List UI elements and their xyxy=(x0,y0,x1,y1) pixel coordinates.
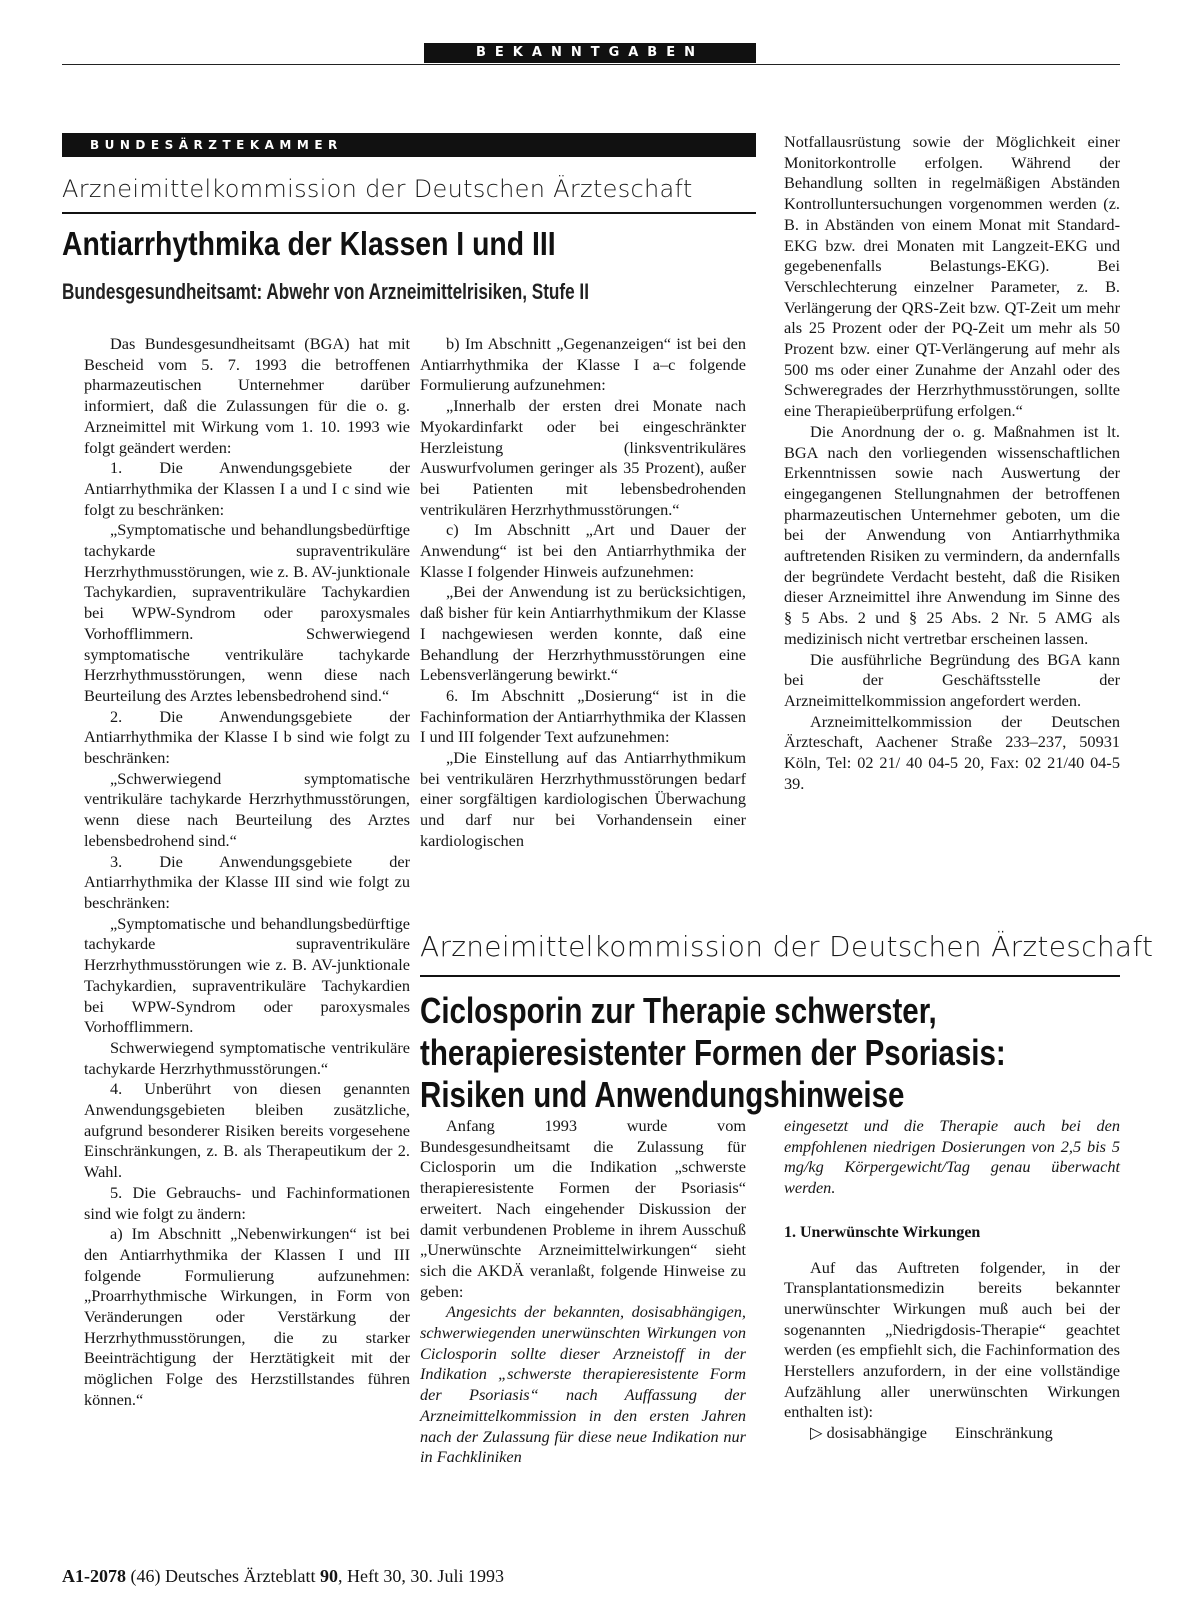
quote-paragraph: „Symptomatische und behandlungsbedürftige tachykarde supraventrikuläre Herzrhythmusstörungen, wie z. B. AV-junktionale Tachykardien, supraventrikuläre Tachykardien bei WPW-Syndrom oder paroxysmales Vorhofflimmern. Schwerwiegend symptomatische ventrikuläre tachykarde Herzrhythmusstörungen, wenn diese nach Beurteilung des Arztes lebensbedrohend sind.“ xyxy=(84,520,410,705)
headline-line: Risiken und Anwendungshinweise xyxy=(420,1074,905,1115)
article-headline xyxy=(420,990,1101,1116)
article-column-3 xyxy=(784,132,1120,795)
paragraph: 4. Unberührt von diesen genannten Anwendungsgebieten bleiben zusätzliche, aufgrund besonderer Risiken bereits vorgesehene Einschränkungen, z. B. als Therapeutikum der 2. Wahl. xyxy=(84,1079,410,1182)
quote-paragraph: „Schwerwiegend symptomatische ventrikuläre tachykarde Herzrhythmusstörungen, wenn diese nach Beurteilung des Arztes lebensbedrohend sind.“ xyxy=(84,768,410,850)
issue-date: , Heft 30, 30. Juli 1993 xyxy=(337,1566,504,1586)
journal-name: Deutsches Ärzteblatt xyxy=(165,1566,316,1586)
subsection-heading: 1. Unerwünschte Wirkungen xyxy=(784,1223,981,1241)
journal-volume: 90 xyxy=(319,1566,338,1586)
article-column-5 xyxy=(784,1116,1120,1444)
paragraph: Das Bundesgesundheitsamt (BGA) hat mit Bescheid vom 5. 7. 1993 die betroffenen pharmazeutischen Unternehmer darüber informiert, daß die Zulassungen für die o. g. Arzneimittel mit Wirkung vom 1. 10. 1993 wie folgt geändert werden: xyxy=(84,334,410,457)
contact-paragraph: Arzneimittelkommission der Deutschen Ärzteschaft, Aachener Straße 233–237, 50931 Köln, Tel: 02 21/ 40 04-5 20, Fax: 02 21/40 04-5 39. xyxy=(784,711,1120,793)
page-code: A1-2078 xyxy=(62,1566,126,1586)
paragraph: Auf das Auftreten folgender, in der Transplantationsmedizin bereits bekannter unerwünschter Wirkungen muß auch bei der sogenannten „Niedrigdosis-Therapie“ geachtet werden (es empfiehlt sich, die Fachinformation des Herstellers anzufordern, in der eine vollständige Aufzählung aller unerwünschten Wirkungen enthalten ist): xyxy=(784,1257,1120,1422)
paragraph: Notfallausrüstung sowie der Möglichkeit einer Monitorkontrolle erfolgen. Während der Behandlung sollten in regelmäßigen Abständen Kontrolluntersuchungen vorgenommen werden (z. B. in Abständen von einem Monat mit Standard-EKG bzw. drei Monaten mit Langzeit-EKG und gegebenenfalls Belastungs-EKG). Bei Verschlechterung einzelner Parameter, z. B. Verlängerung der QRS-Zeit bzw. QT-Zeit um mehr als 25 Prozent oder der PQ-Zeit um mehr als 50 Prozent bzw. einer QT-Verlängerung auf mehr als 500 ms oder einer Zunahme der Anzahl oder des Schweregrades der Herzrhythmusstörungen, sollte eine Therapieüberprüfung erfolgen.“ xyxy=(784,132,1120,421)
paragraph: Schwerwiegend symptomatische ventrikuläre tachykarde Herzrhythmusstörungen.“ xyxy=(84,1037,410,1078)
article-subhead: Bundesgesundheitsamt: Abwehr von Arzneimittelrisiken, Stufe II xyxy=(62,279,589,304)
paragraph: c) Im Abschnitt „Art und Dauer der Anwendung“ ist bei den Antiarrhythmika der Klasse I folgender Hinweis aufzunehmen: xyxy=(420,520,746,581)
paragraph: 6. Im Abschnitt „Dosierung“ ist in die Fachinformation der Antiarrhythmika der Klassen I und III folgender Text aufzunehmen: xyxy=(420,685,746,747)
header-rule xyxy=(62,64,1120,65)
paragraph: 1. Die Anwendungsgebiete der Antiarrhythmika der Klassen I a und I c sind wie folgt zu beschränken: xyxy=(84,458,410,519)
kicker-rule xyxy=(62,212,756,214)
paragraph: 3. Die Anwendungsgebiete der Antiarrhythmika der Klasse III sind wie folgt zu beschränken: xyxy=(84,851,410,912)
quote-paragraph: „Bei der Anwendung ist zu berücksichtigen, daß bisher für kein Antiarrhythmikum der Klasse I nachgewiesen werden konnte, daß eine Behandlung der Herzrhythmusstörungen eine Lebensverlängerung bewirkt.“ xyxy=(420,582,746,685)
article-kicker: Arzneimittelkommission der Deutschen Ärzteschaft xyxy=(62,175,693,203)
org-label: BUNDESÄRZTEKAMMER xyxy=(90,138,343,152)
quote-paragraph: „Symptomatische und behandlungsbedürftige tachykarde supraventrikuläre Herzrhythmusstörungen wie z. B. AV-junktionale Tachykardien, supraventrikuläre Tachykardien bei WPW-Syndrom oder paroxysmales Vorhofflimmern. xyxy=(84,913,410,1037)
article-kicker: Arzneimittelkommission der Deutschen Ärzteschaft xyxy=(420,930,1154,963)
kicker-rule xyxy=(420,975,1120,977)
article-column-2 xyxy=(420,334,746,852)
article-column-1 xyxy=(84,334,410,1411)
bullet-text: dosisabhängige Einschränkung xyxy=(826,1423,1053,1443)
italic-paragraph: Angesichts der bekannten, dosisabhängigen, schwerwiegenden unerwünschten Wirkungen von Ciclosporin sollte dieser Arzneistoff in der Indikation „schwerste therapieresistente Form der Psoriasis“ nach Auffassung der Arzneimittelkommission in den ersten Jahren nach der Zulassung für diese neue Indikation nur in Fachkliniken xyxy=(420,1302,746,1467)
paragraph: Anfang 1993 wurde vom Bundesgesundheitsamt die Zulassung für Ciclosporin um die Indikation „schwerste therapieresistente Formen der Psoriasis“ erweitert. Nach eingehender Diskussion der damit verbundenen Probleme in ihrem Ausschuß „Unerwünschte Arzneimittelwirkungen“ sieht sich die AKDÄ veranlaßt, folgende Hinweise zu geben: xyxy=(420,1116,746,1301)
paragraph: a) Im Abschnitt „Nebenwirkungen“ ist bei den Antiarrhythmika der Klassen I und III folgende Formulierung aufzunehmen: „Proarrhythmische Wirkungen, in Form von Veränderungen oder Verstärkung der Herzrhythmusstörungen, die zu starker Beeinträchtigung der Herztätigkeit mit der möglichen Folge des Herzstillstandes führen können.“ xyxy=(84,1224,410,1409)
paragraph: Die Anordnung der o. g. Maßnahmen ist lt. BGA nach den vorliegenden wissenschaftlichen Erkenntnissen sowie nach Auswertung der eingegangenen Stellungnahmen der betroffenen pharmazeutischen Unternehmer geboten, um die bei der Anwendung von Antiarrhythmika auftretenden Risiken zu vermindern, da andernfalls der begründete Verdacht besteht, daß die Risiken dieser Arzneimittel ihre Anwendung im Sinne des § 5 Abs. 2 und § 25 Abs. 2 Nr. 5 AMG als medizinisch nicht vertretbar erscheinen lassen. xyxy=(784,421,1120,648)
page-number: (46) xyxy=(130,1566,161,1586)
article-headline: Antiarrhythmika der Klassen I und III xyxy=(62,225,556,262)
org-label-bar xyxy=(62,133,756,157)
paragraph: Die ausführliche Begründung des BGA kann bei der Geschäftsstelle der Arzneimittelkommission angefordert werden. xyxy=(784,649,1120,710)
quote-paragraph: „Innerhalb der ersten drei Monate nach Myokardinfarkt oder bei eingeschränkter Herzleistung (linksventrikuläres Auswurfvolumen geringer als 35 Prozent), außer bei Patienten mit lebensbedrohenden ventrikulären Herzrhythmusstörungen.“ xyxy=(420,396,746,519)
quote-paragraph: „Die Einstellung auf das Antiarrhythmikum bei ventrikulären Herzrhythmusstörungen bedarf einer sorgfältigen kardiologischen Überwachung und darf nur bei Vorhandensein einer kardiologischen xyxy=(420,748,746,850)
paragraph: 2. Die Anwendungsgebiete der Antiarrhythmika der Klasse I b sind wie folgt zu beschränken: xyxy=(84,706,410,768)
paragraph: b) Im Abschnitt „Gegenanzeigen“ ist bei den Antiarrhythmika der Klasse I a–c folgende Formulierung aufzunehmen: xyxy=(420,334,746,395)
headline-line: Ciclosporin zur Therapie schwerster, xyxy=(420,990,937,1031)
paragraph: 5. Die Gebrauchs- und Fachinformationen sind wie folgt zu ändern: xyxy=(84,1182,410,1223)
triangle-bullet-icon: ▷ xyxy=(810,1423,823,1443)
page-footer xyxy=(62,1566,504,1587)
headline-line: therapieresistenter Formen der Psoriasis: xyxy=(420,1032,1006,1073)
section-label: BEKANNTGABEN xyxy=(424,43,756,63)
italic-paragraph: eingesetzt und die Therapie auch bei den empfohlenen niedrigen Dosierungen von 2,5 bis 5 mg/kg Körpergewicht/Tag genau überwacht werden. xyxy=(784,1116,1120,1198)
article-column-4 xyxy=(420,1116,746,1468)
bullet-item xyxy=(784,1423,1120,1444)
